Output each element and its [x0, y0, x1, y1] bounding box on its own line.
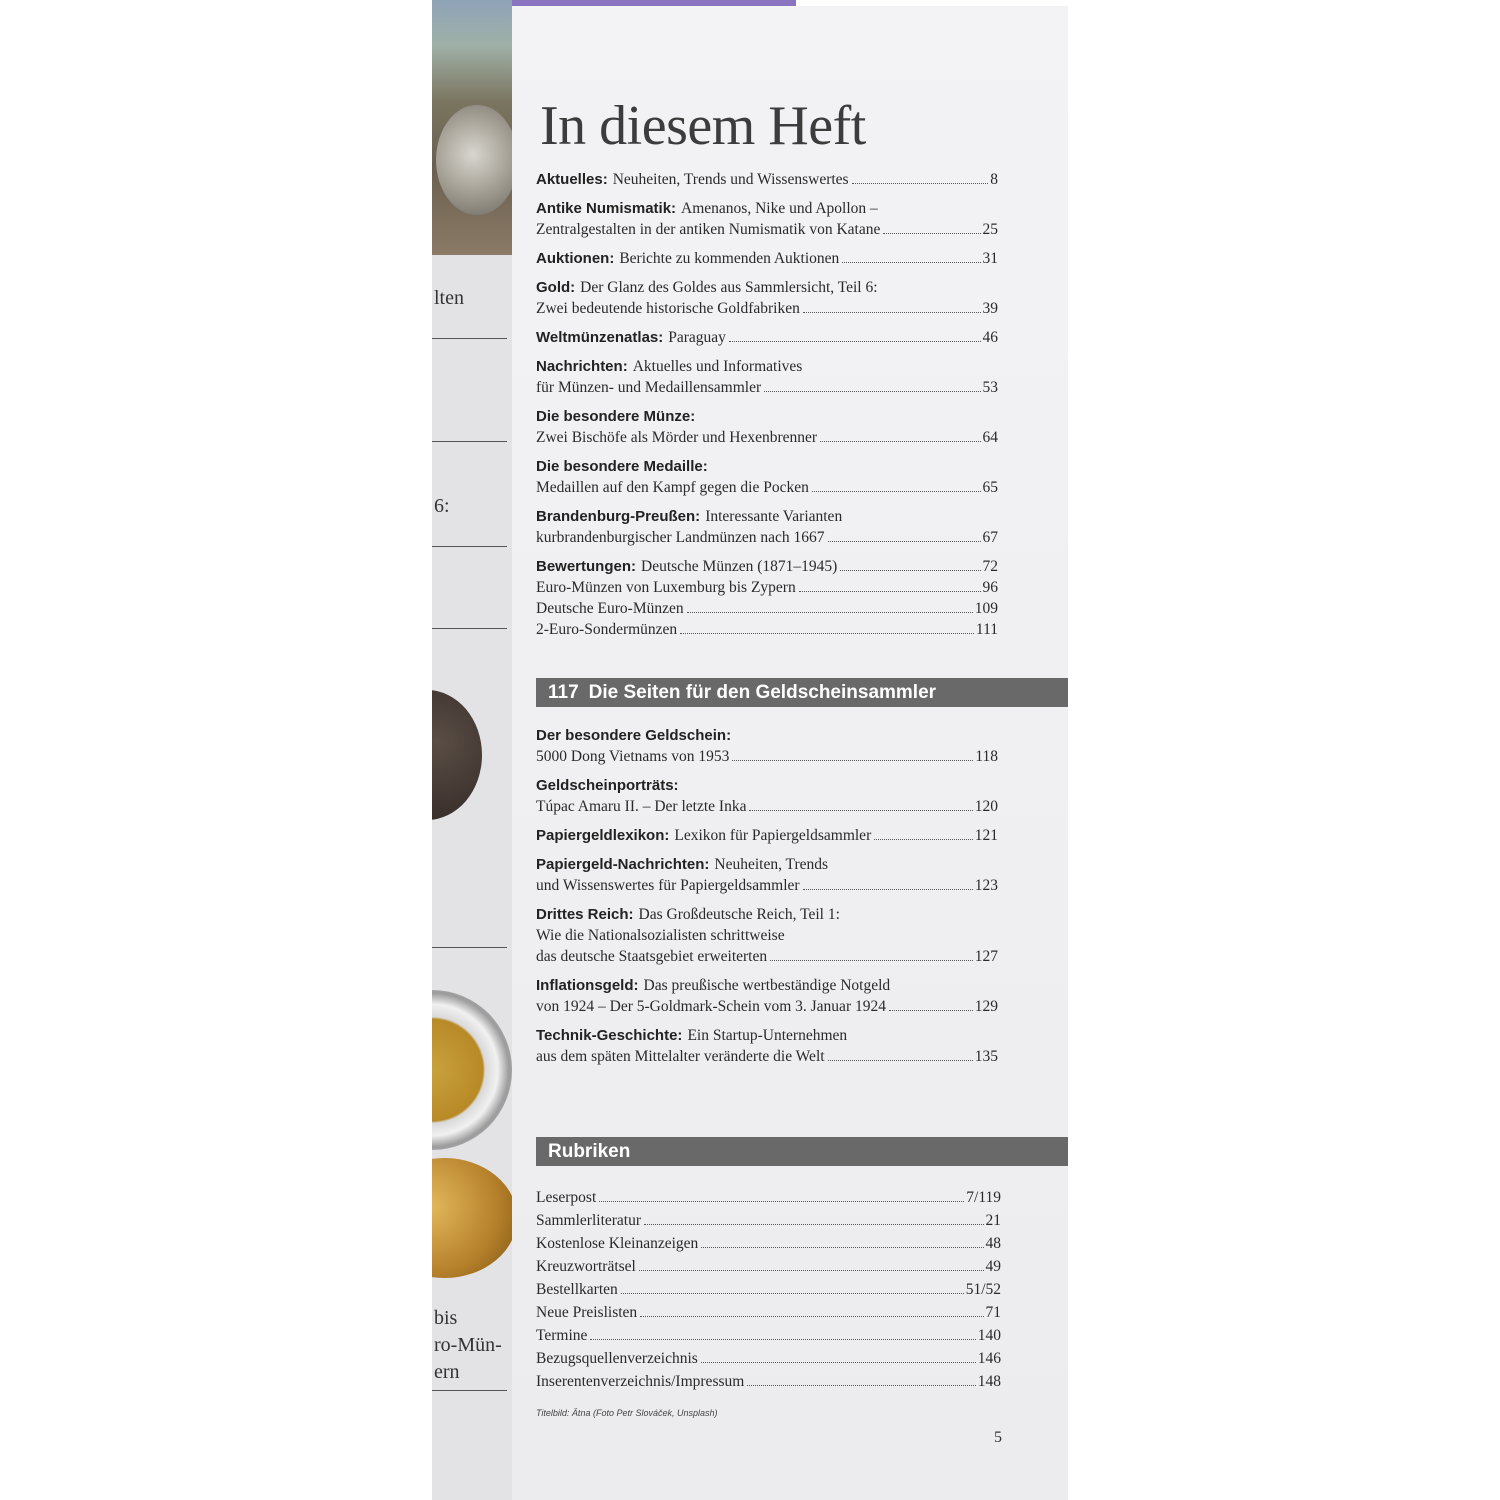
rubrik-item	[536, 1255, 1001, 1278]
toc-line-text: für Münzen- und Medaillensammler	[536, 379, 762, 396]
toc-entry	[536, 556, 998, 640]
toc-entry	[536, 327, 998, 348]
rubrik-label: Neue Preislisten	[536, 1304, 638, 1321]
toc-page-number: 123	[974, 877, 998, 894]
toc-line-text: Berichte zu kommenden Auktionen	[619, 250, 840, 267]
toc-line	[536, 356, 998, 377]
toc-line	[536, 477, 998, 498]
toc-entry	[536, 356, 998, 398]
toc-line-text: das deutsche Staatsgebiet erweiterten	[536, 948, 768, 965]
toc-heading: Bewertungen:	[536, 558, 637, 575]
dot-leader	[747, 1385, 975, 1386]
toc-line-text: Aktuelles und Informatives	[632, 358, 803, 375]
rubrik-page-number: 7/119	[966, 1189, 1001, 1206]
toc-list-banknotes	[536, 725, 998, 1075]
dot-leader	[803, 312, 981, 313]
toc-entry	[536, 975, 998, 1017]
divider	[432, 441, 507, 442]
toc-line	[536, 746, 998, 767]
toc-line	[536, 796, 998, 817]
adjacent-text-fragment: bis	[434, 1307, 458, 1329]
divider	[432, 628, 507, 629]
section-title: Rubriken	[548, 1141, 631, 1162]
rubrik-label: Bestellkarten	[536, 1281, 618, 1298]
toc-line-text: Das Großdeutsche Reich, Teil 1:	[638, 906, 840, 923]
section-title: Die Seiten für den Geldscheinsammler	[588, 682, 937, 703]
page-number: 5	[994, 1429, 1002, 1446]
toc-entry	[536, 456, 998, 498]
divider	[432, 338, 507, 339]
dot-leader	[799, 591, 981, 592]
toc-page-number: 127	[974, 948, 998, 965]
toc-line	[536, 527, 998, 548]
toc-page-number: 25	[982, 221, 998, 238]
divider	[432, 546, 507, 547]
rubriken-list	[536, 1186, 1001, 1393]
dot-leader	[889, 1010, 973, 1011]
rubrik-item	[536, 1324, 1001, 1347]
rubrik-page-number: 51/52	[965, 1281, 1001, 1298]
toc-line-text: und Wissenswertes für Papiergeldsammler	[536, 877, 800, 894]
rubrik-label: Leserpost	[536, 1189, 597, 1206]
dot-leader	[803, 889, 973, 890]
toc-page-number: 67	[982, 529, 998, 546]
toc-page-number: 96	[982, 579, 998, 596]
toc-page-number: 65	[982, 479, 998, 496]
toc-page-number: 31	[982, 250, 998, 267]
dot-leader	[599, 1201, 964, 1202]
toc-page-number: 53	[982, 379, 998, 396]
toc-line-text: Der Glanz des Goldes aus Sammlersicht, Teil 6:	[580, 279, 878, 296]
page-title: In diesem Heft	[540, 95, 866, 157]
toc-line	[536, 456, 998, 477]
rubrik-item	[536, 1347, 1001, 1370]
toc-line	[536, 248, 998, 269]
toc-heading: Auktionen:	[536, 250, 615, 267]
adjacent-text-fragment: lten	[434, 287, 464, 309]
dot-leader	[820, 441, 980, 442]
toc-line-text: aus dem späten Mittelalter veränderte die Welt	[536, 1048, 825, 1065]
section-number: 117	[548, 682, 579, 703]
toc-line	[536, 406, 998, 427]
rubrik-page-number: 48	[985, 1235, 1001, 1252]
toc-heading: Nachrichten:	[536, 358, 628, 375]
toc-line	[536, 377, 998, 398]
toc-heading: Inflationsgeld:	[536, 977, 639, 994]
dark-coin-image	[432, 690, 482, 820]
toc-page-number: 135	[974, 1048, 998, 1065]
toc-entry	[536, 406, 998, 448]
toc-page-number: 39	[982, 300, 998, 317]
toc-heading: Aktuelles:	[536, 171, 608, 188]
toc-page-number: 111	[975, 621, 998, 638]
adjacent-text-fragment: ro-Mün-	[434, 1334, 502, 1356]
toc-heading: Antike Numismatik:	[536, 200, 677, 217]
divider	[432, 1390, 507, 1391]
section-header-banknotes	[536, 678, 1068, 707]
toc-page-number: 72	[982, 558, 998, 575]
toc-page-number: 64	[982, 429, 998, 446]
toc-line-text: Das preußische wertbeständige Notgeld	[643, 977, 891, 994]
toc-heading: Technik-Geschichte:	[536, 1027, 683, 1044]
toc-entry	[536, 277, 998, 319]
toc-heading: Brandenburg-Preußen:	[536, 508, 701, 525]
toc-line	[536, 1025, 998, 1046]
toc-page-number: 46	[982, 329, 998, 346]
toc-line-text: Neuheiten, Trends und Wissenswertes	[612, 171, 849, 188]
dot-leader	[852, 183, 989, 184]
toc-line-text: 2-Euro-Sondermünzen	[536, 621, 678, 638]
dot-leader	[640, 1316, 983, 1317]
rubrik-page-number: 148	[977, 1373, 1001, 1390]
toc-line	[536, 298, 998, 319]
dot-leader	[644, 1224, 983, 1225]
dot-leader	[840, 570, 980, 571]
dot-leader	[590, 1339, 975, 1340]
toc-line	[536, 619, 998, 640]
rubrik-page-number: 71	[985, 1304, 1001, 1321]
section-header-rubriken	[536, 1137, 1068, 1166]
dot-leader	[764, 391, 980, 392]
toc-line	[536, 598, 998, 619]
rubrik-label: Sammlerliteratur	[536, 1212, 642, 1229]
rubrik-item	[536, 1278, 1001, 1301]
toc-entry	[536, 248, 998, 269]
toc-line	[536, 996, 998, 1017]
dot-leader	[701, 1362, 976, 1363]
rubrik-label: Inserentenverzeichnis/Impressum	[536, 1373, 745, 1390]
toc-entry	[536, 1025, 998, 1067]
toc-line	[536, 725, 998, 746]
toc-page-number: 121	[974, 827, 998, 844]
toc-entry	[536, 825, 998, 846]
dot-leader	[828, 541, 981, 542]
toc-line	[536, 825, 998, 846]
toc-list-main	[536, 169, 998, 648]
toc-heading: Die besondere Münze:	[536, 408, 696, 425]
dot-leader	[687, 612, 973, 613]
euro-coin-image	[432, 990, 512, 1150]
dot-leader	[729, 341, 981, 342]
toc-line-text: Túpac Amaru II. – Der letzte Inka	[536, 798, 747, 815]
cover-photo-credit: Titelbild: Ätna (Foto Petr Slováček, Unsplash)	[536, 1408, 718, 1418]
rubrik-page-number: 140	[977, 1327, 1001, 1344]
toc-line	[536, 775, 998, 796]
dot-leader	[732, 760, 973, 761]
toc-line-text: Amenanos, Nike und Apollon –	[681, 200, 878, 217]
toc-line-text: Neuheiten, Trends	[714, 856, 829, 873]
toc-heading: Papiergeldlexikon:	[536, 827, 670, 844]
rubrik-item	[536, 1186, 1001, 1209]
toc-line-text: Zwei bedeutende historische Goldfabriken	[536, 300, 800, 317]
gold-coin-image	[432, 1158, 512, 1278]
toc-line-text: Deutsche Euro-Münzen	[536, 600, 684, 617]
toc-entry	[536, 506, 998, 548]
toc-heading: Der besondere Geldschein:	[536, 727, 732, 744]
toc-line	[536, 169, 998, 190]
toc-line	[536, 904, 998, 925]
toc-line-text: Ein Startup-Unternehmen	[687, 1027, 848, 1044]
toc-line-text: von 1924 – Der 5-Goldmark-Schein vom 3. Januar 1924	[536, 998, 886, 1015]
toc-heading: Gold:	[536, 279, 576, 296]
contents-page	[512, 6, 1068, 1500]
toc-page-number: 120	[974, 798, 998, 815]
toc-line	[536, 854, 998, 875]
divider	[432, 947, 507, 948]
toc-line-text: Wie die Nationalsozialisten schrittweise	[536, 927, 785, 944]
dot-leader	[639, 1270, 984, 1271]
toc-line	[536, 875, 998, 896]
toc-line-text: Paraguay	[668, 329, 726, 346]
rubrik-label: Termine	[536, 1327, 588, 1344]
dot-leader	[680, 633, 974, 634]
rubrik-page-number: 146	[977, 1350, 1001, 1367]
toc-line-text: 5000 Dong Vietnams von 1953	[536, 748, 730, 765]
rubrik-item	[536, 1301, 1001, 1324]
toc-page-number: 129	[974, 998, 998, 1015]
toc-heading: Papiergeld-Nachrichten:	[536, 856, 710, 873]
dot-leader	[874, 839, 973, 840]
rubrik-label: Kostenlose Kleinanzeigen	[536, 1235, 699, 1252]
toc-line	[536, 1046, 998, 1067]
dot-leader	[749, 810, 972, 811]
toc-line	[536, 219, 998, 240]
toc-page-number: 8	[990, 171, 998, 188]
toc-line	[536, 198, 998, 219]
toc-heading: Die besondere Medaille:	[536, 458, 708, 475]
toc-heading: Weltmünzenatlas:	[536, 329, 664, 346]
toc-entry	[536, 169, 998, 190]
toc-line-text: kurbrandenburgischer Landmünzen nach 1667	[536, 529, 825, 546]
rubrik-item	[536, 1370, 1001, 1393]
toc-line	[536, 556, 998, 577]
toc-heading: Drittes Reich:	[536, 906, 634, 923]
adjacent-text-fragment: ern	[434, 1361, 460, 1383]
rubrik-item	[536, 1209, 1001, 1232]
toc-entry	[536, 904, 998, 967]
rubrik-page-number: 49	[985, 1258, 1001, 1275]
dot-leader	[842, 262, 980, 263]
toc-line-text: Lexikon für Papiergeldsammler	[674, 827, 872, 844]
dot-leader	[828, 1060, 973, 1061]
toc-line-text: Euro-Münzen von Luxemburg bis Zypern	[536, 579, 796, 596]
toc-line	[536, 975, 998, 996]
toc-entry	[536, 775, 998, 817]
toc-line	[536, 946, 998, 967]
toc-line	[536, 925, 998, 946]
rubrik-label: Kreuzworträtsel	[536, 1258, 636, 1275]
toc-page-number: 118	[975, 748, 998, 765]
ancient-coin-image	[436, 105, 512, 215]
dot-leader	[621, 1293, 964, 1294]
toc-line	[536, 577, 998, 598]
toc-line-text: Deutsche Münzen (1871–1945)	[641, 558, 838, 575]
toc-page-number: 109	[974, 600, 998, 617]
toc-line-text: Interessante Varianten	[705, 508, 843, 525]
dot-leader	[883, 233, 980, 234]
toc-line-text: Medaillen auf den Kampf gegen die Pocken	[536, 479, 809, 496]
toc-line	[536, 506, 998, 527]
dot-leader	[770, 960, 973, 961]
toc-heading: Geldscheinporträts:	[536, 777, 679, 794]
rubrik-label: Bezugsquellenverzeichnis	[536, 1350, 698, 1367]
toc-entry	[536, 198, 998, 240]
toc-line-text: Zwei Bischöfe als Mörder und Hexenbrenner	[536, 429, 818, 446]
toc-line	[536, 277, 998, 298]
toc-line	[536, 427, 998, 448]
toc-entry	[536, 725, 998, 767]
adjacent-text-fragment: 6:	[434, 495, 450, 517]
dot-leader	[701, 1247, 983, 1248]
adjacent-page-strip	[432, 0, 512, 1500]
rubrik-item	[536, 1232, 1001, 1255]
dot-leader	[812, 491, 981, 492]
rubrik-page-number: 21	[985, 1212, 1001, 1229]
toc-entry	[536, 854, 998, 896]
toc-line-text: Zentralgestalten in der antiken Numismatik von Katane	[536, 221, 881, 238]
toc-line	[536, 327, 998, 348]
